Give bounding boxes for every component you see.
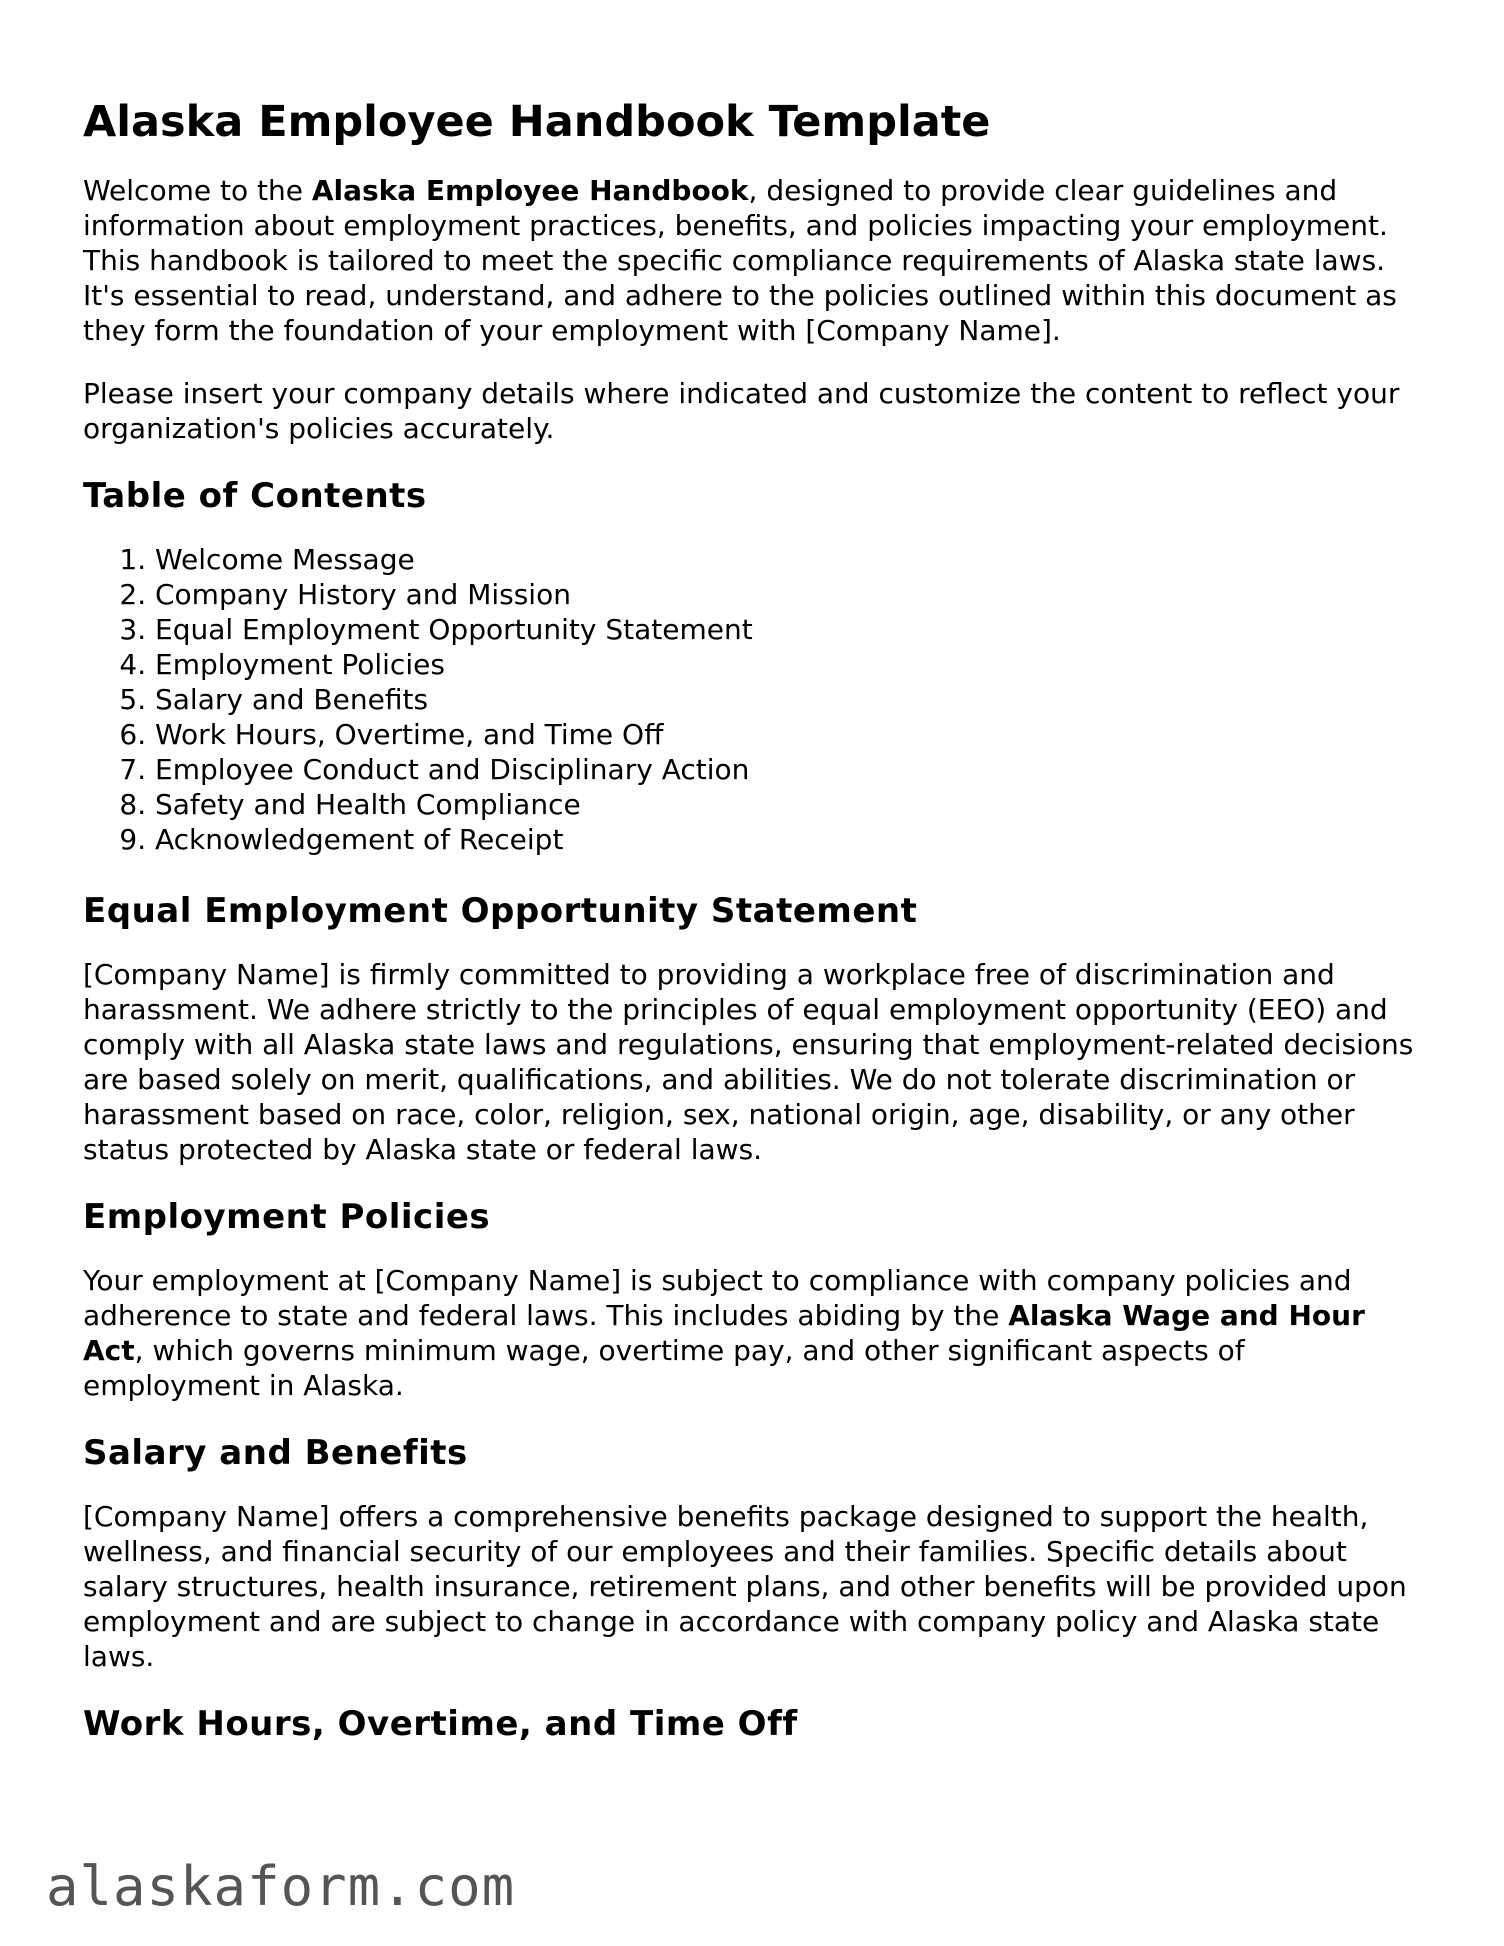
eeo-paragraph: [Company Name] is firmly committed to providing a workplace free of discrimination and harassment. We adhere strictly to the principles of equal employment opportunity (EEO) and comply with all Alaska state laws and regulations, ensuring that employment-related decisions are based solely on merit, qualifications, and abilities. We do not tolerate discrimination or harassment based on race, color, religion, sex, national origin, age, disability, or any other status protected by Alaska state or federal laws. <box>83 958 1414 1166</box>
salary-benefits-heading: Salary and Benefits <box>83 1433 468 1473</box>
employment-policies-heading: Employment Policies <box>83 1197 491 1237</box>
salary-benefits-paragraph: [Company Name] offers a comprehensive benefits package designed to support the health, wellness, and financial security of our employees and their families. Specific details about salary structures, health insurance, retirement plans, and other benefits will be provided upon employment and are subject to change in accordance with company policy and Alaska state laws. <box>83 1500 1407 1673</box>
toc-item: 2. Company History and Mission <box>155 577 1423 612</box>
toc-item: 4. Employment Policies <box>155 647 1423 682</box>
toc-item: 7. Employee Conduct and Disciplinary Action <box>155 752 1423 787</box>
customize-note: Please insert your company details where indicated and customize the content to reflect your organization's policies accurately. <box>83 377 1400 445</box>
toc-item: 5. Salary and Benefits <box>155 682 1423 717</box>
employment-policies-paragraph: Your employment at [Company Name] is subject to compliance with company policies and adherence to state and federal laws. This includes abiding by the Alaska Wage and Hour Act, which governs minimum wage, overtime pay, and other significant aspects of employment in Alaska. <box>83 1264 1365 1402</box>
toc-item: 6. Work Hours, Overtime, and Time Off <box>155 717 1423 752</box>
watermark: alaskaform.com <box>46 1855 516 1918</box>
toc-item: 8. Safety and Health Compliance <box>155 787 1423 822</box>
toc-heading: Table of Contents <box>83 476 427 516</box>
eeo-heading: Equal Employment Opportunity Statement <box>83 891 918 931</box>
toc-item: 1. Welcome Message <box>155 542 1423 577</box>
document-page <box>83 96 1423 1770</box>
toc-item: 9. Acknowledgement of Receipt <box>155 822 1423 857</box>
handbook-name: Alaska Employee Handbook <box>311 174 749 207</box>
toc-item: 3. Equal Employment Opportunity Statement <box>155 612 1423 647</box>
wage-act-name: Alaska Wage and Hour Act <box>83 1299 1365 1367</box>
toc-list <box>83 542 1423 857</box>
page-title: Alaska Employee Handbook Template <box>83 97 991 147</box>
intro-paragraph: Welcome to the Alaska Employee Handbook, designed to provide clear guidelines and information about employment practices, benefits, and policies impacting your employment. This handbook is tailored to meet the specific compliance requirements of Alaska state laws. It's essential to read, understand, and adhere to the policies outlined within this document as they form the foundation of your employment with [Company Name]. <box>83 174 1397 347</box>
work-hours-heading: Work Hours, Overtime, and Time Off <box>83 1704 798 1744</box>
